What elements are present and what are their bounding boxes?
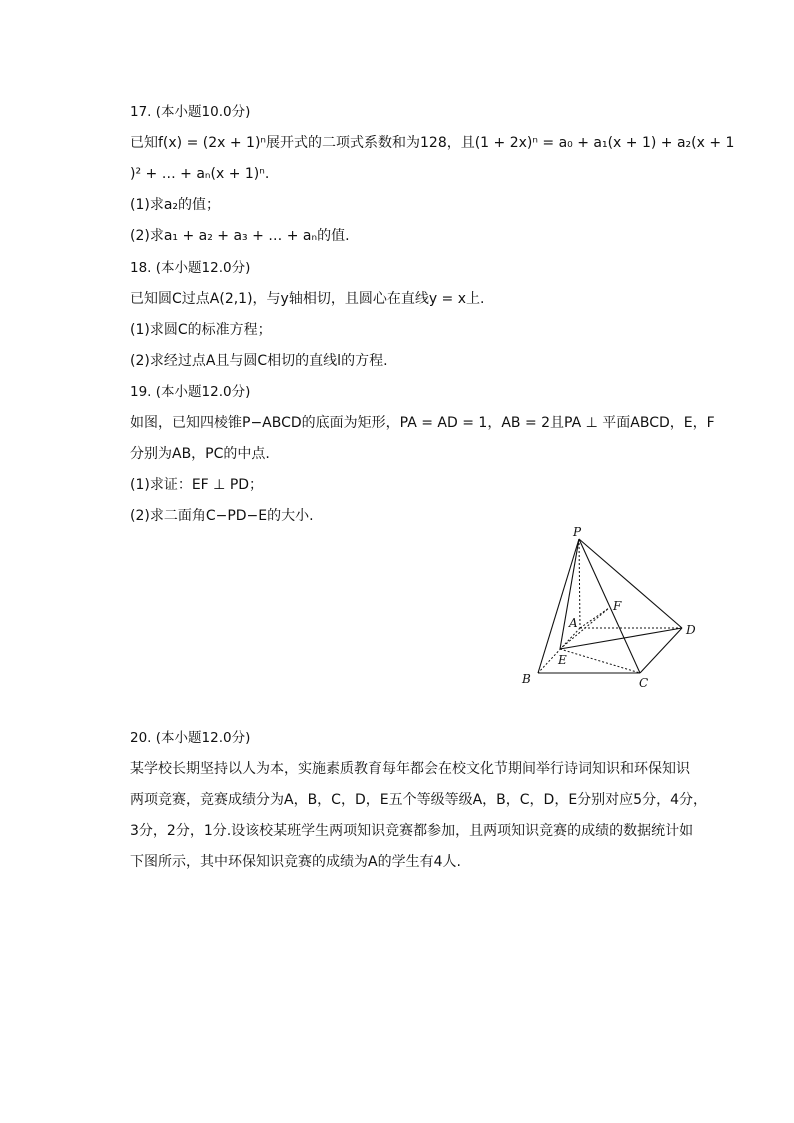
q19-part-2: (2)求二面角C−PD−E的大小. xyxy=(130,508,314,524)
q19-header: 19. (本小题12.0分) xyxy=(130,384,251,400)
q17-part-1: (1)求a₂的值； xyxy=(130,197,221,213)
q17-header: 17. (本小题10.0分) xyxy=(130,104,251,120)
q18-line-1: 已知圆C过点A(2,1)，与y轴相切，且圆心在直线y = x上. xyxy=(130,291,485,307)
q18-part-1: (1)求圆C的标准方程； xyxy=(130,322,272,338)
q17-part-2: (2)求a₁ + a₂ + a₃ + … + aₙ的值. xyxy=(130,228,350,244)
q18-header: 18. (本小题12.0分) xyxy=(130,260,251,276)
q19-part-1: (1)求证：EF ⊥ PD； xyxy=(130,477,264,493)
edge-PC xyxy=(579,539,640,673)
q17-line-2: )² + … + aₙ(x + 1)ⁿ. xyxy=(130,166,270,182)
edge-CD xyxy=(640,628,682,673)
q20-line-1: 某学校长期坚持以人为本，实施素质教育每年都会在校文化节期间举行诗词知识和环保知识 xyxy=(130,761,690,777)
label-B: B xyxy=(522,672,531,686)
label-P: P xyxy=(573,525,582,539)
q19-line-1: 如图，已知四棱锥P−ABCD的底面为矩形，PA = AD = 1，AB = 2且PA ⊥ 平面ABCD，E，F xyxy=(130,415,715,431)
segment-EC xyxy=(560,649,640,673)
edge-PD xyxy=(579,539,682,628)
q20-header: 20. (本小题12.0分) xyxy=(130,730,251,746)
pyramid-figure xyxy=(510,525,710,695)
q18-part-2: (2)求经过点A且与圆C相切的直线l的方程. xyxy=(130,353,388,369)
label-A: A xyxy=(569,616,578,630)
segment-AF xyxy=(580,608,609,628)
label-E: E xyxy=(558,653,567,667)
q19-line-2: 分别为AB，PC的中点. xyxy=(130,446,270,462)
q20-line-4: 下图所示，其中环保知识竞赛的成绩为A的学生有4人. xyxy=(130,854,461,870)
label-D: D xyxy=(686,623,696,637)
edge-PA xyxy=(579,539,580,628)
q20-line-2: 两项竞赛，竞赛成绩分为A，B，C，D，E五个等级等级A，B，C，D，E分别对应5分，4分， xyxy=(130,792,707,808)
label-C: C xyxy=(639,676,649,690)
q17-line-1: 已知f(x) = (2x + 1)ⁿ展开式的二项式系数和为128，且(1 + 2x)ⁿ = a₀ + a₁(x + 1) + a₂(x + 1 xyxy=(130,135,735,151)
q20-line-3: 3分，2分，1分.设该校某班学生两项知识竞赛都参加，且两项知识竞赛的成绩的数据统计如 xyxy=(130,823,694,839)
label-F: F xyxy=(613,599,622,613)
